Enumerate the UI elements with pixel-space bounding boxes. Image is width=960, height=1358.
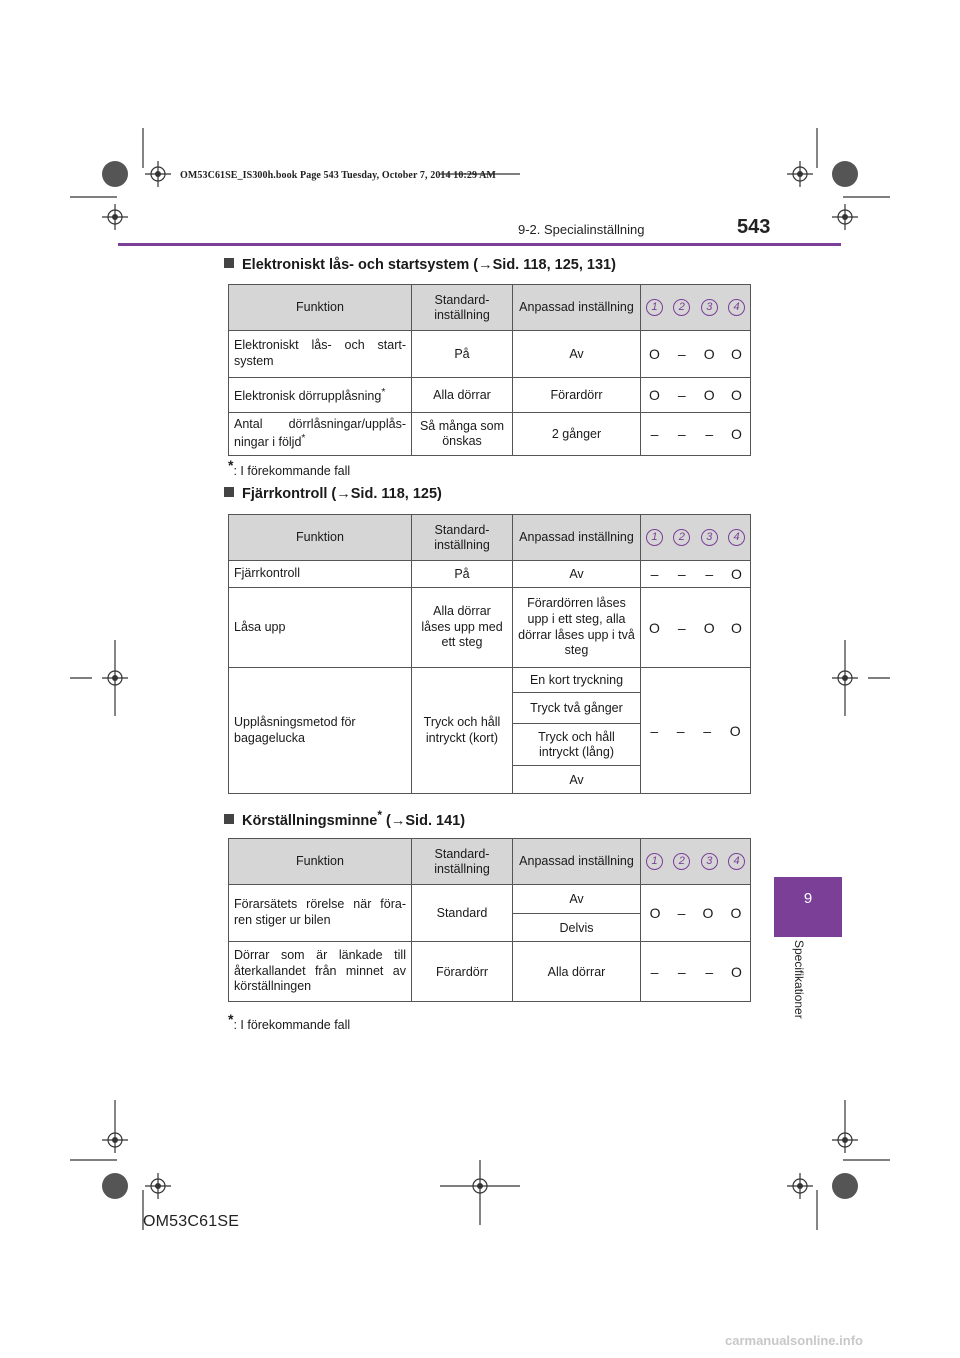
table-row: Upplåsningsmetod för bagagelucka Tryck och håll intryckt (kort) En kort tryckning – – – O bbox=[229, 668, 751, 693]
chapter-tab[interactable]: 9 bbox=[774, 877, 842, 937]
footnote: *: I förekommande fall bbox=[228, 457, 351, 479]
table-row: Antal dörrlåsningar/upplås-ningar i följd* Så många som önskas 2 gånger – – – O bbox=[229, 413, 751, 456]
book-info-line: OM53C61SE_IS300h.book Page 543 Tuesday, October 7, 2014 10:29 AM bbox=[180, 170, 496, 181]
table-row: Fjärrkontroll På Av – – – O bbox=[229, 561, 751, 588]
table-row: Elektronisk dörrupplåsning* Alla dörrar Förardörr O – O O bbox=[229, 378, 751, 413]
section3-heading: Körställningsminne* (→Sid. 141) bbox=[224, 808, 465, 829]
table-header-row bbox=[229, 285, 751, 331]
watermark: carmanualsonline.info bbox=[725, 1333, 863, 1348]
bullet-square-icon bbox=[224, 258, 234, 268]
bullet-square-icon bbox=[224, 487, 234, 497]
setting-4-icon: 4 bbox=[728, 299, 745, 316]
col-header-funktion: Funktion bbox=[229, 285, 412, 331]
table-electronic-lock bbox=[228, 284, 751, 456]
setting-2-icon: 2 bbox=[673, 853, 690, 870]
setting-2-icon: 2 bbox=[673, 529, 690, 546]
section-title: 9-2. Specialinställning bbox=[518, 222, 645, 237]
table-remote-control bbox=[228, 514, 751, 794]
footnote: *: I förekommande fall bbox=[228, 1011, 351, 1033]
section2-heading: Fjärrkontroll (→Sid. 118, 125) bbox=[224, 486, 442, 502]
setting-3-icon: 3 bbox=[701, 299, 718, 316]
option-cell: Av bbox=[513, 766, 641, 794]
setting-1-icon: 1 bbox=[646, 529, 663, 546]
manual-code: OM53C61SE bbox=[143, 1213, 240, 1230]
setting-1-icon: 1 bbox=[646, 853, 663, 870]
setting-3-icon: 3 bbox=[701, 529, 718, 546]
page-number: 543 bbox=[737, 216, 771, 238]
table-row: Elektroniskt lås- och start-system På Av O – O O bbox=[229, 331, 751, 378]
table-driving-memory bbox=[228, 838, 751, 1002]
header-rule bbox=[118, 243, 841, 246]
option-cell: Tryck och håll intryckt (lång) bbox=[513, 724, 641, 766]
table-header-row: Funktion Standard- inställning Anpassad inställning 1 2 3 4 bbox=[229, 839, 751, 885]
option-cell: Tryck två gånger bbox=[513, 693, 641, 724]
setting-3-icon: 3 bbox=[701, 853, 718, 870]
col-header-standard: Standard- inställning bbox=[412, 285, 513, 331]
table-header-row: Funktion Standard- inställning Anpassad inställning 1 2 3 4 bbox=[229, 515, 751, 561]
setting-1-icon: 1 bbox=[646, 299, 663, 316]
marks-group: O – O O bbox=[649, 905, 742, 921]
table-row: Låsa upp Alla dörrar låses upp med ett steg Förardörren låses upp i ett steg, alla dörrar låses upp i två steg O – O O bbox=[229, 588, 751, 668]
section1-heading: Elektroniskt lås- och startsystem (→Sid. 118, 125, 131) bbox=[224, 257, 616, 273]
option-cell: Delvis bbox=[513, 914, 641, 942]
table-row: Dörrar som är länkade till återkallandet från minnet av körställningen Förardörr Alla dörrar – – – O bbox=[229, 942, 751, 1002]
option-cell: En kort tryckning bbox=[513, 668, 641, 693]
setting-4-icon: 4 bbox=[728, 529, 745, 546]
table-row: Förarsätets rörelse när föra-ren stiger ur bilen Standard Av O – O O bbox=[229, 885, 751, 914]
setting-4-icon: 4 bbox=[728, 853, 745, 870]
setting-2-icon: 2 bbox=[673, 299, 690, 316]
col-header-anpassad: Anpassad inställning bbox=[513, 285, 641, 331]
marks-group: – – – O bbox=[650, 722, 741, 739]
bullet-square-icon bbox=[224, 814, 234, 824]
chapter-tab-label: Specifikationer bbox=[792, 940, 806, 1019]
option-cell: Av bbox=[513, 885, 641, 914]
